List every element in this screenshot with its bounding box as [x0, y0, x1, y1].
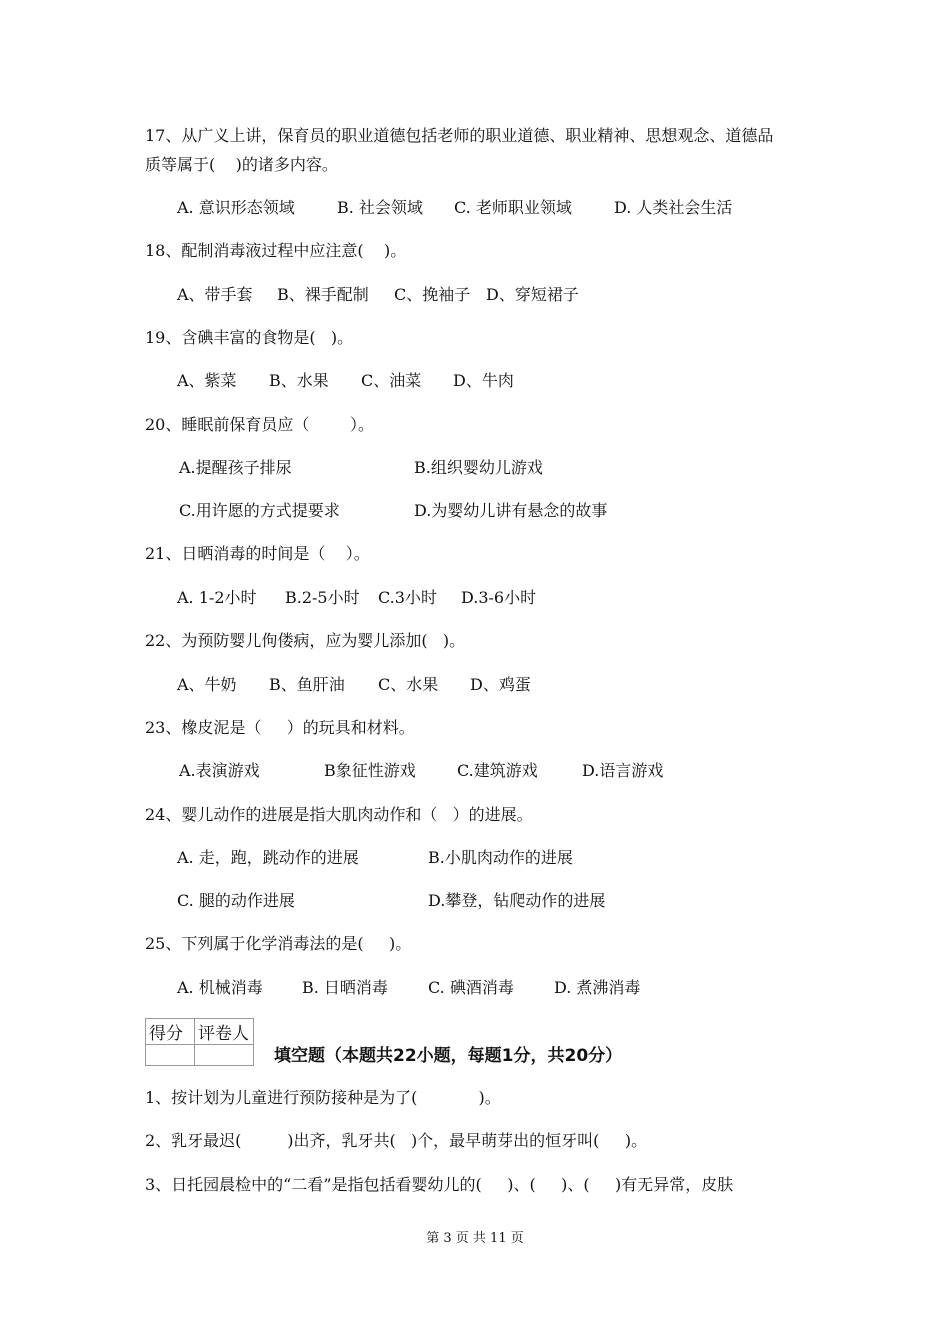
- question-20-option-b: B.组织婴幼儿游戏: [414, 458, 543, 477]
- question-17-option-c: C. 老师职业领域: [454, 198, 572, 217]
- question-20-option-a: A.提醒孩子排尿: [179, 458, 292, 477]
- question-21-option-c: C.3小时: [378, 588, 437, 607]
- section-title: 填空题（本题共22小题，每题1分，共20分）: [274, 1046, 623, 1066]
- question-17-line-1: 17、从广义上讲，保育员的职业道德包括老师的职业道德、职业精神、思想观念、道德品: [145, 126, 774, 145]
- score-label: 得分: [146, 1019, 195, 1045]
- question-24-option-a: A. 走，跑，跳动作的进展: [177, 848, 359, 867]
- question-23-stem: 23、橡皮泥是（ ）的玩具和材料。: [145, 718, 415, 737]
- question-22-option-c: C、水果: [378, 675, 439, 694]
- question-20-stem: 20、睡眠前保育员应（ ）。: [145, 415, 375, 434]
- question-21-option-d: D.3-6小时: [461, 588, 537, 607]
- question-19-option-a: A、紫菜: [177, 371, 237, 390]
- question-20-option-d: D.为婴幼儿讲有悬念的故事: [414, 501, 608, 520]
- question-22-option-d: D、鸡蛋: [470, 675, 531, 694]
- question-25-option-b: B. 日晒消毒: [302, 978, 388, 997]
- question-24-option-b: B.小肌肉动作的进展: [428, 848, 573, 867]
- question-20-option-c: C.用许愿的方式提要求: [179, 501, 340, 520]
- question-19-option-d: D、牛肉: [453, 371, 514, 390]
- question-17-line-2: 质等属于( )的诸多内容。: [145, 155, 338, 174]
- question-23-option-a: A.表演游戏: [179, 761, 260, 780]
- score-cell: [146, 1045, 195, 1066]
- question-25-option-d: D. 煮沸消毒: [554, 978, 641, 997]
- question-23-option-b: B象征性游戏: [324, 761, 416, 780]
- question-18-option-d: D、穿短裙子: [486, 285, 579, 304]
- question-18-option-c: C、挽袖子: [394, 285, 471, 304]
- question-22-stem: 22、为预防婴儿佝偻病，应为婴儿添加( )。: [145, 631, 466, 650]
- question-22-option-b: B、鱼肝油: [269, 675, 345, 694]
- question-21-option-a: A. 1-2小时: [177, 588, 257, 607]
- question-21-option-b: B.2-5小时: [285, 588, 360, 607]
- question-25-option-c: C. 碘酒消毒: [428, 978, 514, 997]
- page-footer: 第 3 页 共 11 页: [426, 1231, 524, 1246]
- question-21-stem: 21、日晒消毒的时间是（ ）。: [145, 544, 370, 563]
- question-23-option-d: D.语言游戏: [582, 761, 664, 780]
- question-22-option-a: A、牛奶: [177, 675, 237, 694]
- question-23-option-c: C.建筑游戏: [457, 761, 538, 780]
- question-24-option-c: C. 腿的动作进展: [177, 891, 295, 910]
- question-25-option-a: A. 机械消毒: [177, 978, 263, 997]
- question-24-option-d: D.攀登，钻爬动作的进展: [428, 891, 606, 910]
- question-19-option-b: B、水果: [269, 371, 329, 390]
- question-19-stem: 19、含碘丰富的食物是( )。: [145, 328, 354, 347]
- question-18-stem: 18、配制消毒液过程中应注意( )。: [145, 241, 407, 260]
- question-17-option-d: D. 人类社会生活: [614, 198, 733, 217]
- fill-question-3: 3、日托园晨检中的“二看”是指包括看婴幼儿的( )、( )、( )有无异常，皮肤: [145, 1175, 734, 1194]
- fill-question-1: 1、按计划为儿童进行预防接种是为了( )。: [145, 1088, 501, 1107]
- score-box: [145, 1018, 254, 1066]
- grader-label: 评卷人: [195, 1019, 254, 1045]
- question-18-option-b: B、裸手配制: [277, 285, 369, 304]
- grader-cell: [195, 1045, 254, 1066]
- question-18-option-a: A、带手套: [177, 285, 253, 304]
- question-19-option-c: C、油菜: [361, 371, 422, 390]
- question-17-option-b: B. 社会领域: [337, 198, 423, 217]
- question-25-stem: 25、下列属于化学消毒法的是( )。: [145, 934, 412, 953]
- question-17-option-a: A. 意识形态领域: [177, 198, 295, 217]
- question-24-stem: 24、婴儿动作的进展是指大肌肉动作和（ ）的进展。: [145, 805, 533, 824]
- fill-question-2: 2、乳牙最迟( )出齐，乳牙共( )个，最早萌芽出的恒牙叫( )。: [145, 1131, 648, 1150]
